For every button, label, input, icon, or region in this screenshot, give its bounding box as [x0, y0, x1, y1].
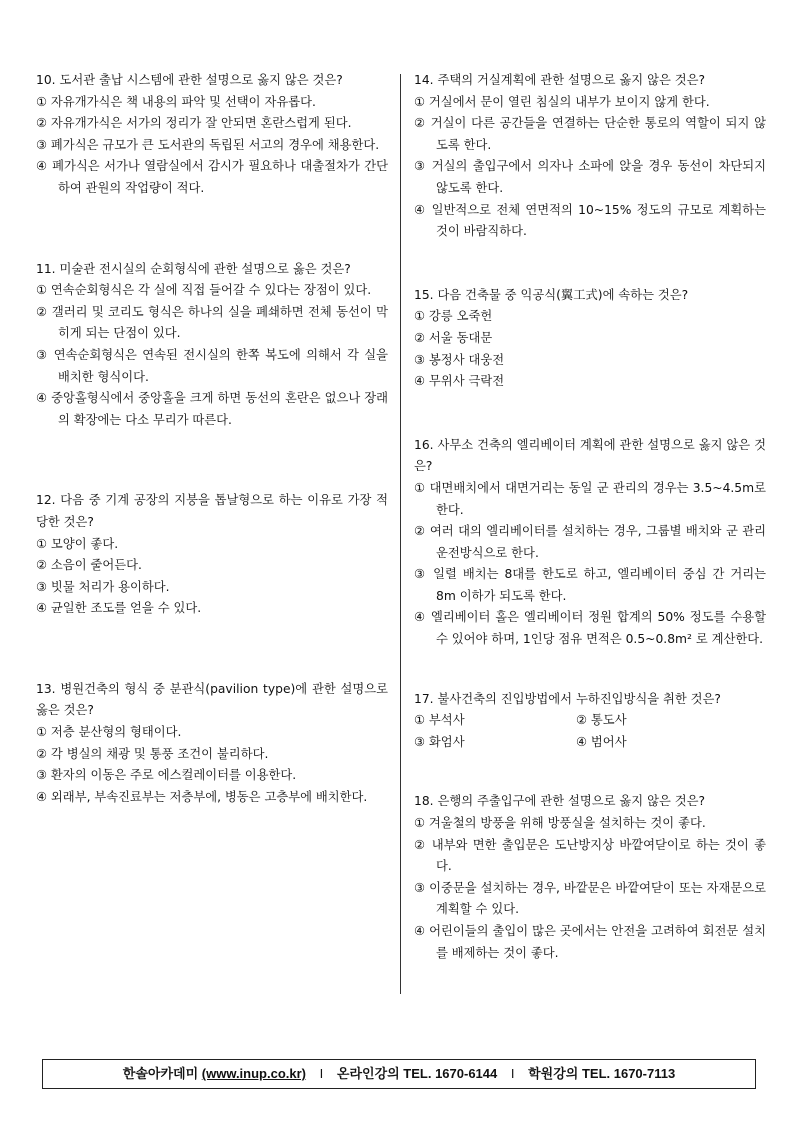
- option-4: ④ 무위사 극락전: [414, 374, 505, 389]
- option-1: ① 강릉 오죽헌: [414, 309, 493, 324]
- footer-contact-box: [42, 1059, 756, 1089]
- option-1: ① 거실에서 문이 열린 침실의 내부가 보이지 않게 한다.: [414, 94, 710, 109]
- option-2: ② 소음이 줄어든다.: [36, 558, 142, 573]
- option-2: ② 통도사: [576, 713, 627, 728]
- option-1: ① 자유개가식은 책 내용의 파악 및 선택이 자유롭다.: [36, 94, 316, 109]
- question-13: [36, 679, 388, 809]
- option-3: ③ 거실의 출입구에서 의자나 소파에 앉을 경우 동선이 차단되지 않도록 한다.: [414, 159, 766, 195]
- question-title: 12. 다음 중 기계 공장의 지붕을 톱날형으로 하는 이유로 가장 적당한 것은?: [36, 493, 388, 529]
- option-2: ② 자유개가식은 서가의 정리가 잘 안되면 혼란스럽게 된다.: [36, 116, 352, 131]
- option-3: ③ 환자의 이동은 주로 에스컬레이터를 이용한다.: [36, 768, 297, 783]
- option-4: ④ 어린이들의 출입이 많은 곳에서는 안전을 고려하여 회전문 설치를 배제하는 것이 좋다.: [414, 924, 766, 960]
- footer-separator: I: [510, 1066, 515, 1081]
- option-3: ③ 봉정사 대웅전: [414, 352, 505, 367]
- option-1: ① 모양이 좋다.: [36, 536, 119, 551]
- option-3: ③ 이중문을 설치하는 경우, 바깥문은 바깥여닫이 또는 자재문으로 계획할 수 있다.: [414, 880, 766, 917]
- option-1: ① 대면배치에서 대면거리는 동일 군 관리의 경우는 3.5~4.5m로 한다.: [414, 480, 766, 517]
- question-18: [414, 791, 766, 964]
- option-2: ② 서울 동대문: [414, 330, 493, 345]
- footer-website-link[interactable]: (www.inup.co.kr): [201, 1066, 307, 1081]
- footer-academy-phone: 학원강의 TEL. 1670-7113: [528, 1066, 676, 1081]
- option-grid: [414, 710, 766, 753]
- option-3: ③ 일렬 배치는 8대를 한도로 하고, 엘리베이터 중심 간 거리는 8m 이하가 되도록 한다.: [414, 567, 766, 603]
- footer-brand: 한솔아카데미: [122, 1066, 199, 1081]
- option-4: ④ 외래부, 부속진료부는 저층부에, 병동은 고층부에 배치한다.: [36, 789, 368, 804]
- left-column: [36, 70, 388, 808]
- footer-online-phone: 온라인강의 TEL. 1670-6144: [336, 1066, 498, 1081]
- question-title: 13. 병원건축의 형식 중 분관식(pavilion type)에 관한 설명으로 옳은 것은?: [36, 681, 388, 718]
- question-title: 11. 미술관 전시실의 순회형식에 관한 설명으로 옳은 것은?: [36, 261, 351, 276]
- option-2: ② 갤러리 및 코리도 형식은 하나의 실을 폐쇄하면 전체 동선이 막히게 되는 단점이 있다.: [36, 304, 388, 341]
- option-1: ① 저층 분산형의 형태이다.: [36, 725, 182, 740]
- option-4: ④ 엘리베이터 홀은 엘리베이터 정원 합계의 50% 정도를 수용할 수 있어야 하며, 1인당 점유 면적은 0.5~0.8m² 로 계산한다.: [414, 610, 766, 647]
- option-1: ① 부석사: [414, 713, 465, 728]
- option-2: ② 거실이 다른 공간들을 연결하는 단순한 통로의 역할이 되지 않도록 한다.: [414, 116, 766, 152]
- option-3: ③ 화엄사: [414, 734, 465, 749]
- option-4: ④ 일반적으로 전체 연면적의 10~15% 정도의 규모로 계획하는 것이 바람직하다.: [414, 202, 766, 239]
- option-2: ② 여러 대의 엘리베이터를 설치하는 경우, 그룹별 배치와 군 관리 운전방식으로 한다.: [414, 524, 766, 560]
- question-10: [36, 70, 388, 200]
- option-4: ④ 범어사: [576, 734, 627, 749]
- option-4: ④ 중앙홀형식에서 중앙홀을 크게 하면 동선의 혼란은 없으나 장래의 확장에는 다소 무리가 따른다.: [36, 391, 388, 427]
- option-1: ① 연속순회형식은 각 실에 직접 들어갈 수 있다는 장점이 있다.: [36, 283, 372, 298]
- question-title: 10. 도서관 출납 시스템에 관한 설명으로 옳지 않은 것은?: [36, 73, 343, 87]
- option-2: ② 각 병실의 채광 및 통풍 조건이 불리하다.: [36, 746, 269, 761]
- option-3: ③ 빗물 처리가 용이하다.: [36, 579, 170, 594]
- question-title: 16. 사무소 건축의 엘리베이터 계획에 관한 설명으로 옳지 않은 것은?: [414, 437, 766, 474]
- question-title: 15. 다음 건축물 중 익공식(翼工式)에 속하는 것은?: [414, 287, 689, 302]
- question-title: 18. 은행의 주출입구에 관한 설명으로 옳지 않은 것은?: [414, 794, 706, 809]
- question-16: [414, 435, 766, 651]
- option-3: ③ 폐가식은 규모가 큰 도서관의 독립된 서고의 경우에 채용한다.: [36, 137, 380, 152]
- right-column: [414, 70, 766, 964]
- option-1: ① 겨울철의 방풍을 위해 방풍실을 설치하는 것이 좋다.: [414, 816, 706, 831]
- question-title: 17. 불사건축의 진입방법에서 누하진입방식을 취한 것은?: [414, 691, 721, 706]
- question-12: [36, 490, 388, 620]
- option-4: ④ 폐가식은 서가나 열람실에서 감시가 필요하나 대출절차가 간단하여 관원의 작업량이 적다.: [36, 159, 388, 195]
- question-15: [414, 285, 766, 393]
- option-2: ② 내부와 면한 출입문은 도난방지상 바깥여닫이로 하는 것이 좋다.: [414, 837, 766, 874]
- question-14: [414, 70, 766, 243]
- question-11: [36, 259, 388, 432]
- option-3: ③ 연속순회형식은 연속된 전시실의 한쪽 복도에 의해서 각 실을 배치한 형식이다.: [36, 347, 388, 384]
- option-4: ④ 균일한 조도를 얻을 수 있다.: [36, 601, 202, 616]
- question-17: [414, 689, 766, 754]
- question-title: 14. 주택의 거실계획에 관한 설명으로 옳지 않은 것은?: [414, 73, 706, 87]
- footer-separator: I: [319, 1066, 324, 1081]
- column-divider: [400, 74, 401, 994]
